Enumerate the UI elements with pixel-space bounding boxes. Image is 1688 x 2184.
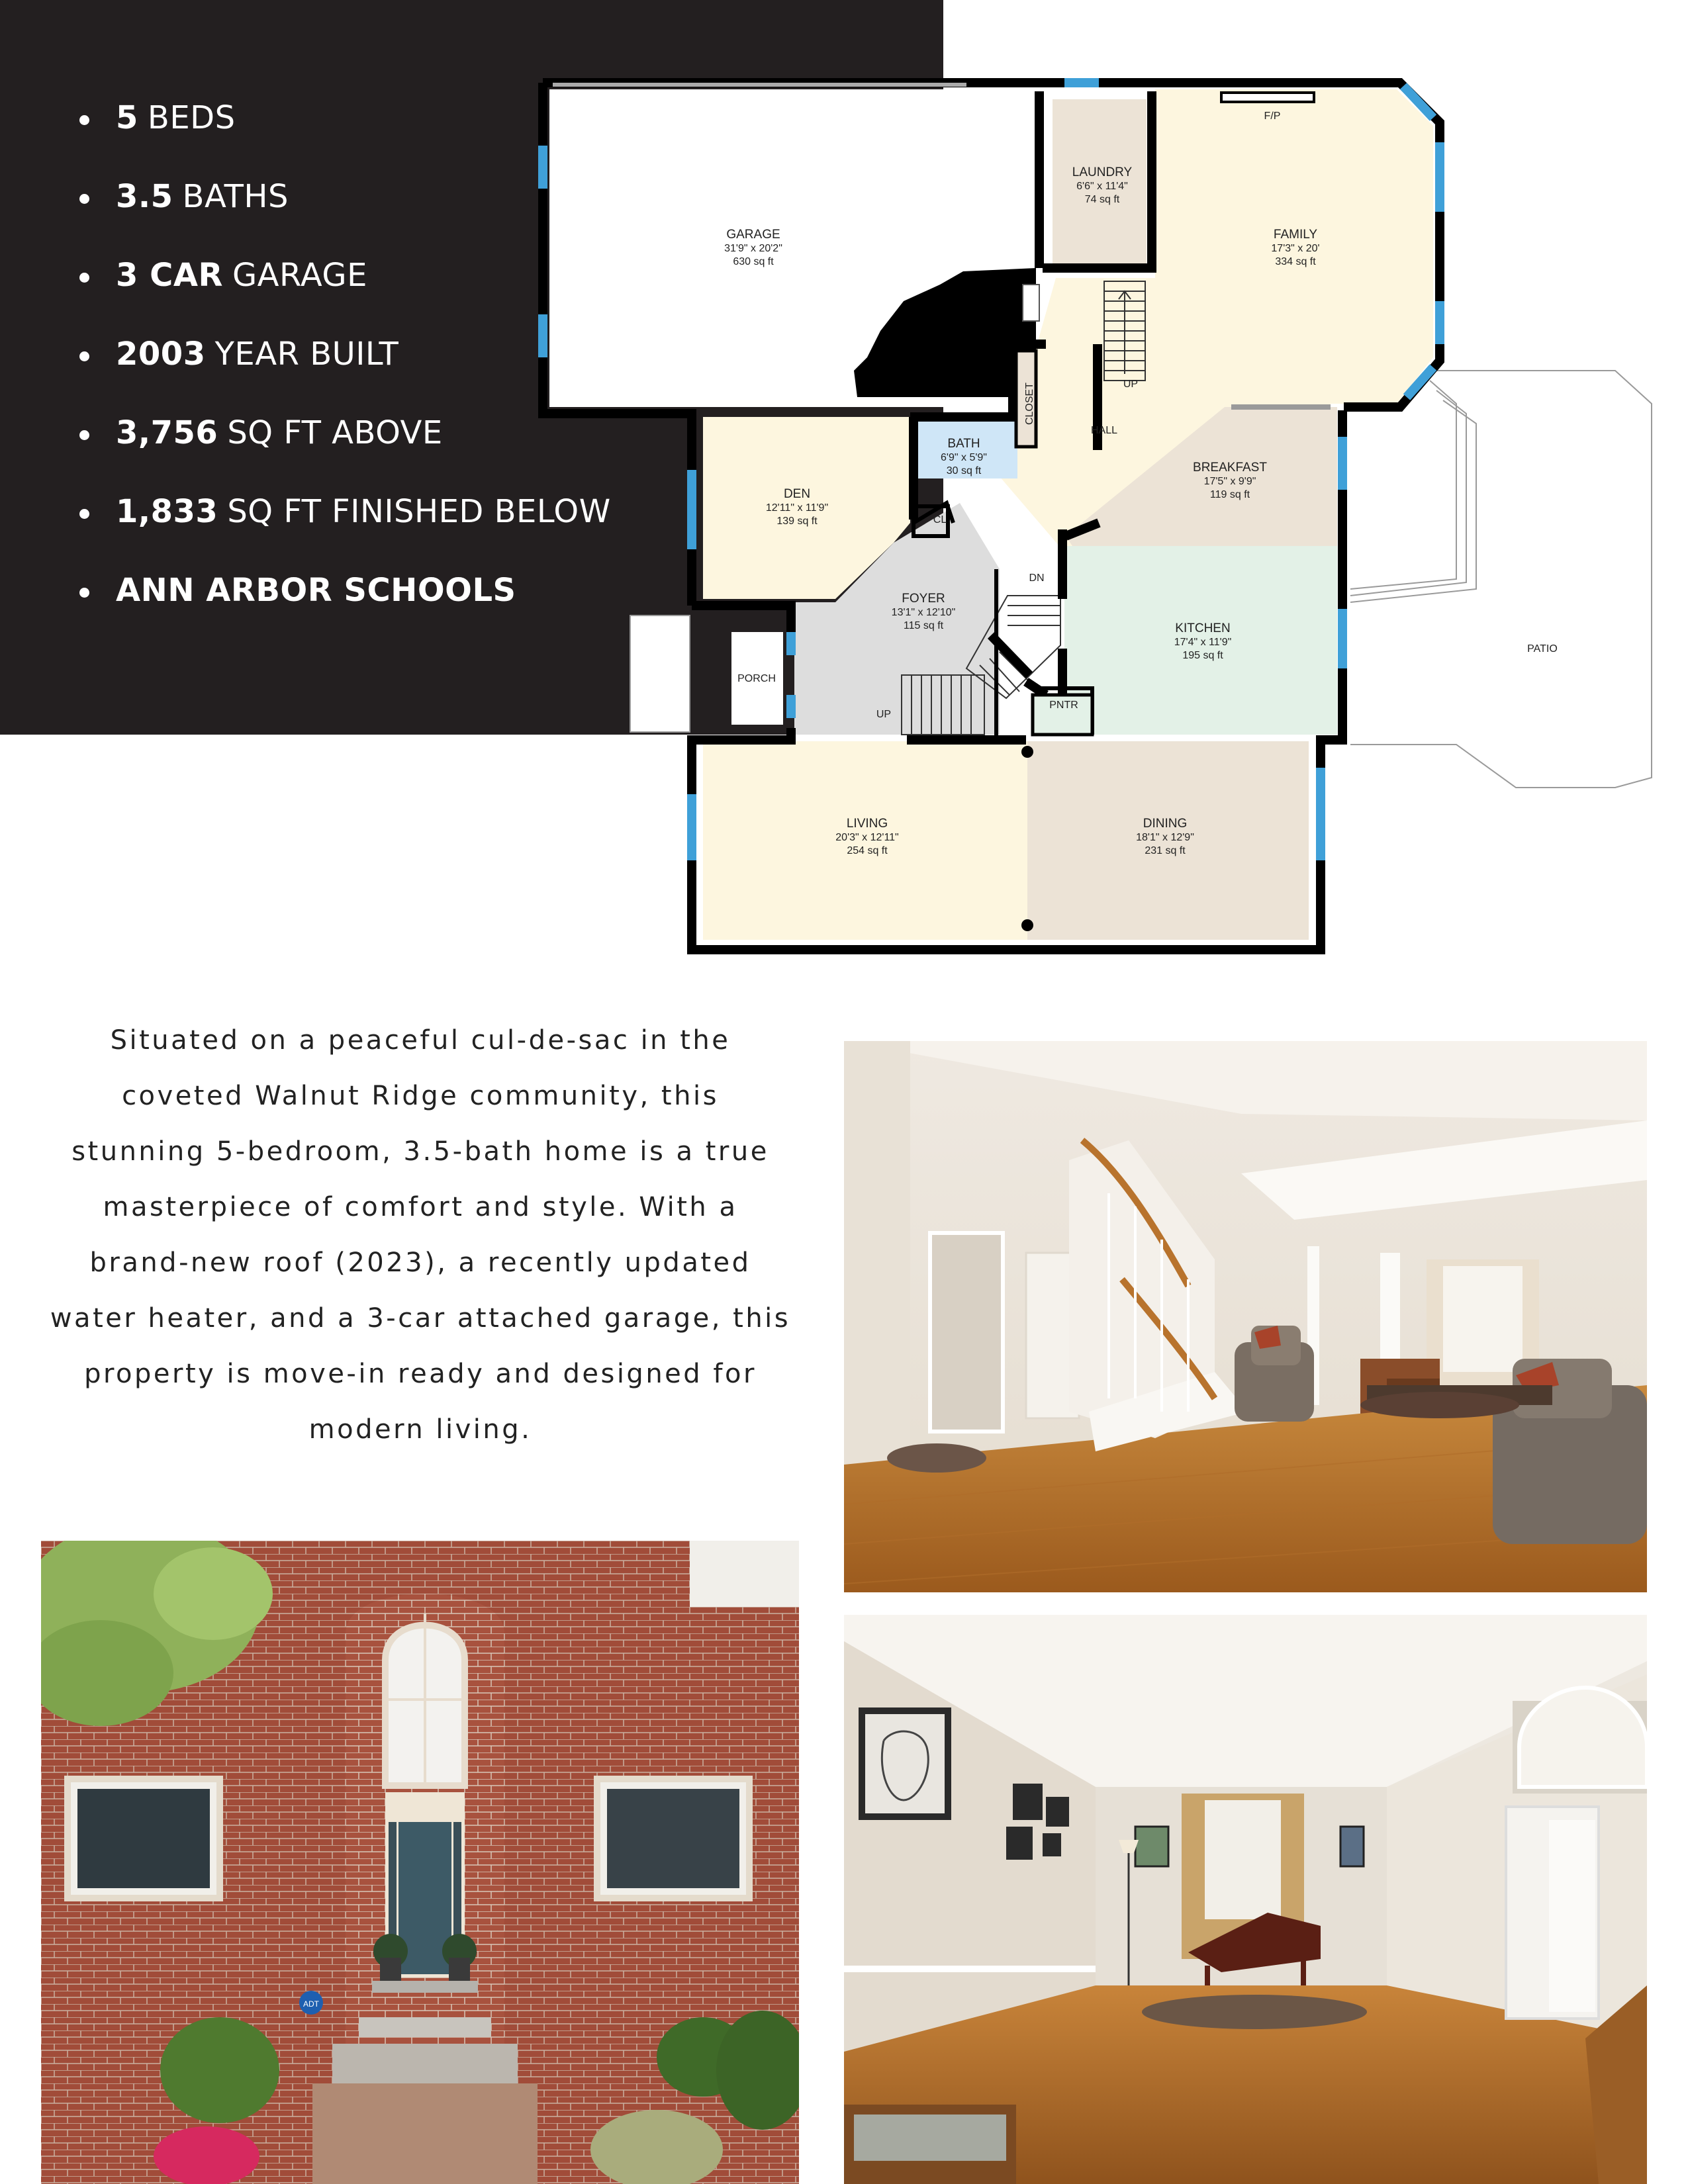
- description-line: stunning 5-bedroom, 3.5-bath home is a true: [71, 1136, 769, 1167]
- column-dot: [1021, 746, 1033, 758]
- property-description: [36, 1013, 804, 1457]
- room-name: BREAKFAST: [1193, 461, 1267, 475]
- room-name: KITCHEN: [1175, 621, 1231, 635]
- feature-label: ANN ARBOR SCHOOLS: [116, 572, 516, 609]
- room-dims: 17'4" x 11'9": [1174, 637, 1232, 648]
- room-dims: 6'6" x 11'4": [1076, 181, 1128, 192]
- feature-label: SQ FT FINISHED BELOW: [227, 493, 611, 530]
- feature-label: YEAR BUILT: [214, 336, 399, 373]
- room-area: 231 sq ft: [1145, 845, 1186, 856]
- feature-value: 3.5: [116, 178, 173, 215]
- feature-label: GARAGE: [232, 257, 367, 294]
- door-frame: [1023, 285, 1039, 321]
- description-line: coveted Walnut Ridge community, this: [122, 1081, 719, 1111]
- feature-value: 3,756: [116, 414, 218, 451]
- room-area: 74 sq ft: [1084, 194, 1120, 205]
- feature-value: 5: [116, 99, 138, 136]
- room-name: GARAGE: [726, 228, 780, 242]
- room-name: LAUNDRY: [1072, 165, 1133, 179]
- patio-outline: [1350, 371, 1652, 788]
- great-room-illustration: [844, 1041, 1647, 1592]
- bullet-icon: [79, 588, 89, 598]
- room-name: FOYER: [902, 592, 945, 606]
- adt-sign-text: ADT: [303, 1999, 319, 2009]
- interior-photo-great-room: [844, 1041, 1647, 1592]
- room-name: LIVING: [846, 817, 888, 831]
- bullet-icon: [79, 351, 89, 361]
- description-line: modern living.: [308, 1414, 532, 1445]
- stair-up-label: UP: [876, 709, 892, 720]
- room-dims: 20'3" x 12'11": [835, 832, 899, 843]
- room-area: 139 sq ft: [776, 516, 818, 527]
- room-dims: 13'1" x 12'10": [891, 607, 956, 618]
- bullet-icon: [79, 509, 89, 519]
- fireplace: [1221, 93, 1314, 102]
- patio-label: PATIO: [1527, 643, 1558, 655]
- hall-label: HALL: [1090, 425, 1118, 436]
- room-name: DEN: [783, 487, 811, 501]
- floor-plan: [530, 73, 1675, 966]
- bullet-icon: [79, 273, 89, 283]
- feature-label: BEDS: [147, 99, 236, 136]
- feature-value: 1,833: [116, 493, 218, 530]
- description-line: property is move-in ready and designed for: [84, 1359, 757, 1389]
- room-dims: 31'9" x 20'2": [724, 243, 782, 254]
- room-area: 30 sq ft: [946, 465, 982, 477]
- piano-room-illustration: [844, 1615, 1647, 2184]
- room-area: 630 sq ft: [733, 256, 774, 267]
- feature-value: 2003: [116, 336, 206, 373]
- bullet-icon: [79, 430, 89, 440]
- room-fills: [549, 89, 1433, 940]
- description-line: Situated on a peaceful cul-de-sac in the: [110, 1025, 731, 1056]
- room-dims: 6'9" x 5'9": [941, 452, 987, 463]
- room-area: 119 sq ft: [1209, 489, 1250, 500]
- room-dims: 18'1" x 12'9": [1136, 832, 1194, 843]
- room-area: 334 sq ft: [1275, 256, 1316, 267]
- feature-label: SQ FT ABOVE: [227, 414, 443, 451]
- room-area: 115 sq ft: [903, 620, 944, 631]
- bullet-icon: [79, 115, 89, 125]
- column-dot: [1021, 919, 1033, 931]
- stair-up-label: UP: [1123, 379, 1139, 390]
- room-dims: 17'3" x 20': [1271, 243, 1320, 254]
- exterior-photo-front-entry: [41, 1541, 799, 2184]
- floor-plan-drawing: [530, 73, 1675, 966]
- pantry-label: PNTR: [1049, 700, 1078, 711]
- room-area: 195 sq ft: [1182, 650, 1223, 661]
- interior-photo-piano-room: [844, 1615, 1647, 2184]
- room-name: DINING: [1143, 817, 1188, 831]
- porch-label: PORCH: [737, 673, 776, 684]
- porch-outline: [630, 615, 690, 732]
- fireplace-label: F/P: [1264, 111, 1281, 122]
- description-line: brand-new roof (2023), a recently updated: [89, 1248, 751, 1278]
- feature-label: BATHS: [182, 178, 289, 215]
- stair-down-label: DN: [1029, 572, 1045, 584]
- feature-value: 3 CAR: [116, 257, 223, 294]
- bullet-icon: [79, 194, 89, 204]
- room-dims: 12'11" x 11'9": [765, 502, 829, 514]
- room-name: FAMILY: [1273, 228, 1318, 242]
- closet-cl-label: CL: [933, 514, 947, 525]
- room-dims: 17'5" x 9'9": [1203, 476, 1256, 487]
- closet-label: CLOSET: [1024, 382, 1035, 426]
- room-name: BATH: [947, 437, 980, 451]
- description-line: masterpiece of comfort and style. With a: [103, 1192, 738, 1222]
- description-line: water heater, and a 3-car attached garage, this: [50, 1303, 791, 1334]
- front-entry-illustration: [41, 1541, 799, 2184]
- room-area: 254 sq ft: [847, 845, 888, 856]
